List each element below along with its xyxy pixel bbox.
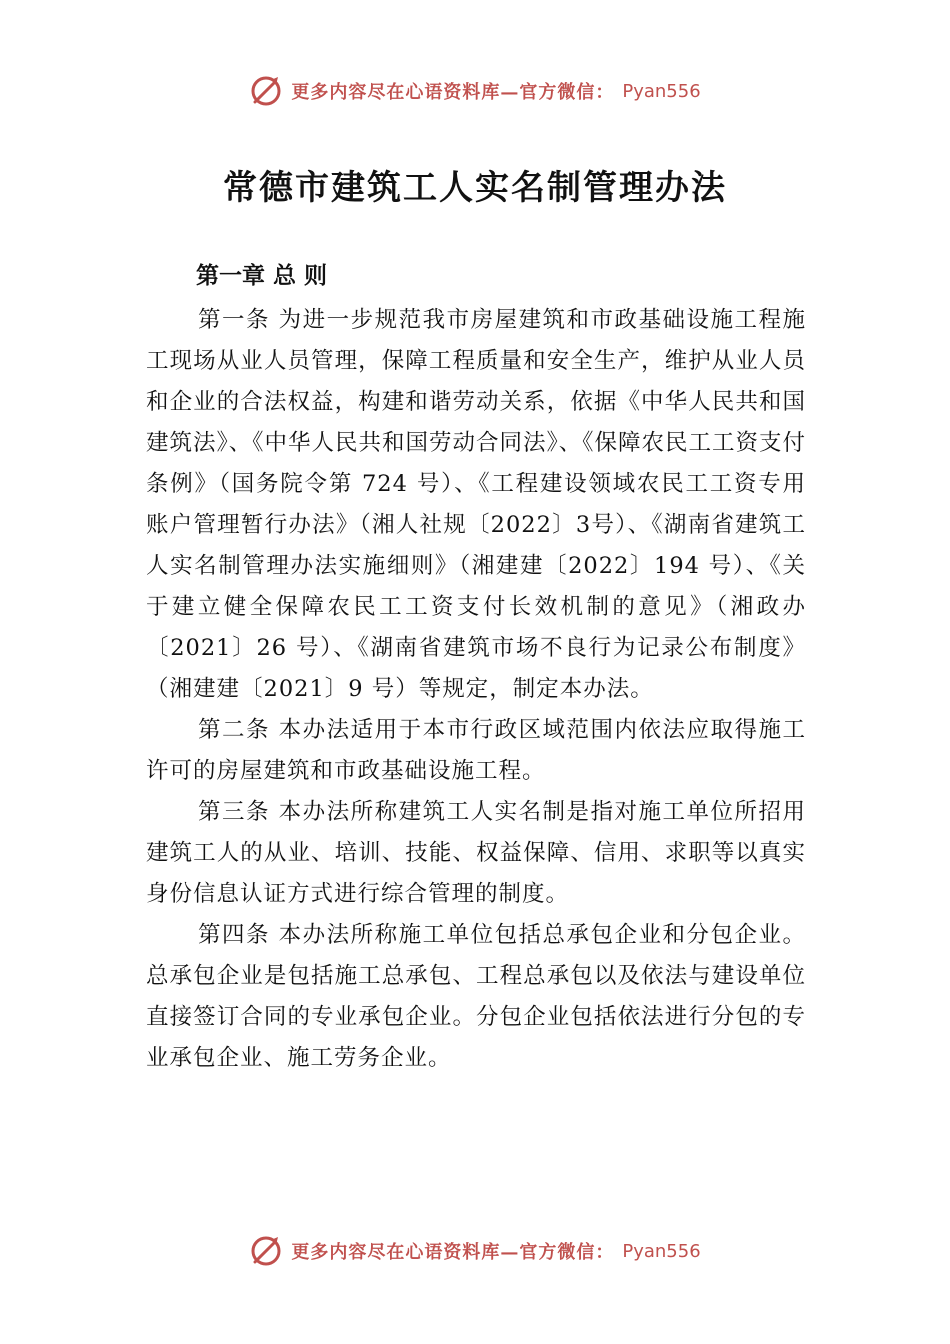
document-body <box>146 260 806 1079</box>
article-2: 第二条 本办法适用于本市行政区域范围内依法应取得施工许可的房屋建筑和市政基础设施工程。 <box>146 717 806 784</box>
watermark-wechat-id: Pyan556 <box>622 1240 701 1262</box>
brush-logo-icon <box>249 74 283 108</box>
watermark-header <box>0 74 950 108</box>
brush-logo-icon <box>249 1234 283 1268</box>
watermark-text: 更多内容尽在心语资料库—官方微信： <box>291 82 615 103</box>
watermark-footer <box>0 1234 950 1268</box>
document-title: 常德市建筑工人实名制管理办法 <box>223 168 727 208</box>
watermark-wechat-id: Pyan556 <box>622 80 701 102</box>
chapter-heading: 第一章 总 则 <box>196 263 328 289</box>
article-1: 第一条 为进一步规范我市房屋建筑和市政基础设施工程施工现场从业人员管理，保障工程质量和安全生产，维护从业人员和企业的合法权益，构建和谐劳动关系，依据《中华人民共和国建筑法》、《中华人民共和国劳动合同法》、《保障农民工工资支付条例》（国务院令第 724 号）、《工程建设领域农民工工资专用账户管理暂行办法》（湘人社规〔2022〕3号）、《湖南省建筑工人实名制管理办法实施细则》（湘建建〔2022〕194 号）、《关于建立健全保障农民工工资支付长效机制的意见》（湘政办〔2021〕26 号）、《湖南省建筑市场不良行为记录公布制度》（湘建建〔2021〕9 号）等规定，制定本办法。 <box>146 307 807 702</box>
article-4: 第四条 本办法所称施工单位包括总承包企业和分包企业。总承包企业是包括施工总承包、工程总承包以及依法与建设单位直接签订合同的专业承包企业。分包企业包括依法进行分包的专业承包企业、施工劳务企业。 <box>146 922 806 1071</box>
article-3: 第三条 本办法所称建筑工人实名制是指对施工单位所招用建筑工人的从业、培训、技能、权益保障、信用、求职等以真实身份信息认证方式进行综合管理的制度。 <box>146 799 806 907</box>
watermark-text: 更多内容尽在心语资料库—官方微信： <box>291 1242 615 1263</box>
